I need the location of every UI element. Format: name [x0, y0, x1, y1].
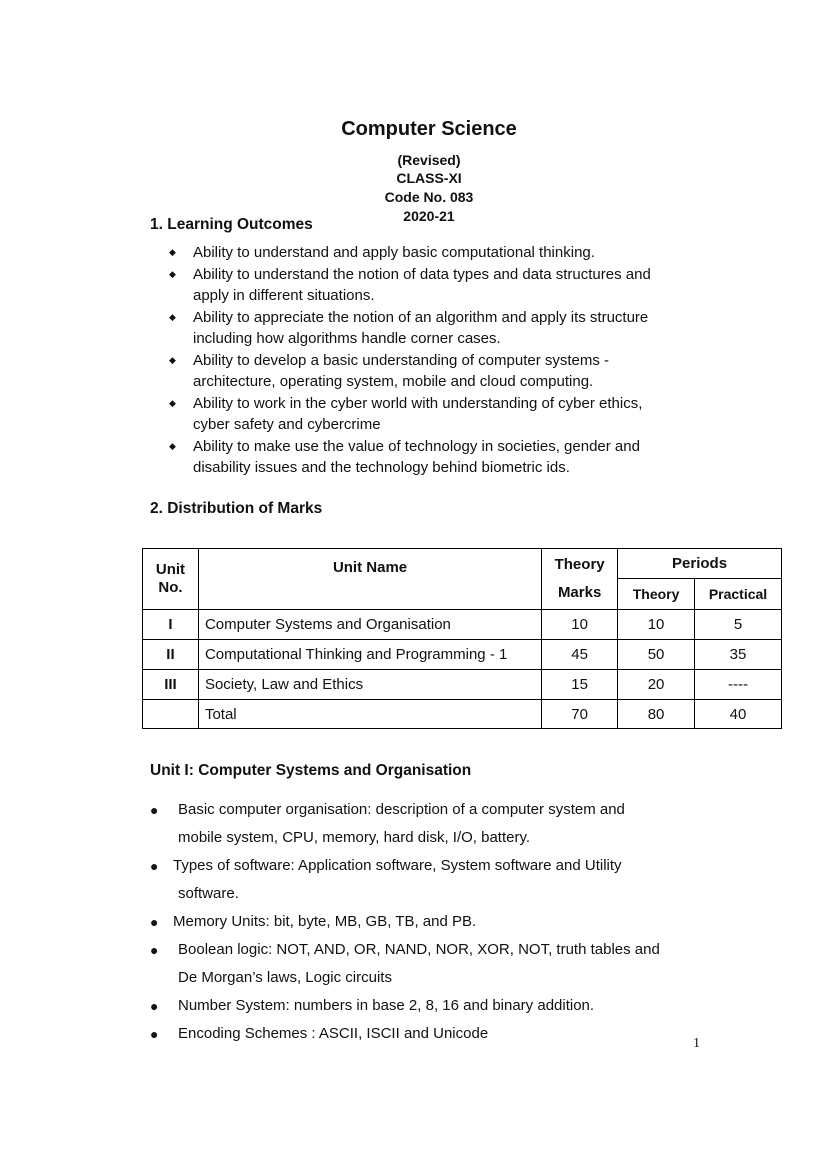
list-item: ◆ Ability to appreciate the notion of an algorithm and apply its structure including how algorithms handle corner cases. [169, 308, 649, 347]
header-theory-marks: Theory Marks [542, 549, 618, 610]
header-periods: Periods [618, 549, 782, 579]
code-label: Code No. 083 [384, 189, 474, 205]
bullet-icon: ● [150, 1026, 159, 1042]
list-item: ◆ Ability to develop a basic understanding of computer systems - architecture, operating system, mobile and cloud computing. [169, 351, 610, 390]
list-item: ◆ Ability to understand the notion of data types and data structures and apply in different situations. [169, 265, 651, 304]
table-total-row: Total 70 80 40 [143, 700, 782, 729]
learning-outcomes-heading: 1. Learning Outcomes [150, 216, 313, 233]
header-unit-no: Unit No. [143, 549, 199, 610]
list-item: ◆ Ability to understand and apply basic computational thinking. [165, 242, 725, 264]
list-item: ● Number System: numbers in base 2, 8, 16 and binary addition. [150, 992, 730, 1020]
year-label: 2020-21 [403, 208, 455, 224]
bullet-icon: ◆ [169, 397, 176, 408]
list-item: ◆ Ability to work in the cyber world with understanding of cyber ethics, cyber safety and cybercrime [169, 394, 643, 433]
unit1-list [150, 796, 730, 1048]
table-row: III Society, Law and Ethics 15 20 ---- [143, 670, 782, 700]
header-periods-theory: Theory [618, 579, 695, 610]
revised-label: (Revised) [397, 152, 461, 168]
bullet-icon: ● [150, 802, 159, 818]
list-item: ● Encoding Schemes : ASCII, ISCII and Unicode [150, 1020, 730, 1048]
bullet-icon: ◆ [169, 354, 176, 365]
page-number: 1 [693, 1036, 700, 1051]
bullet-icon: ● [150, 998, 159, 1014]
bullet-icon: ◆ [169, 268, 176, 279]
marks-table [142, 548, 782, 729]
bullet-icon: ● [150, 942, 159, 958]
table-header-row [143, 549, 782, 579]
bullet-icon: ◆ [169, 440, 176, 451]
table-row: I Computer Systems and Organisation 10 10 5 [143, 610, 782, 640]
list-item: ◆ Ability to make use the value of technology in societies, gender and disability issues and the technology behind biometric ids. [169, 437, 640, 476]
page-title: Computer Science [341, 118, 517, 140]
distribution-heading: 2. Distribution of Marks [150, 500, 323, 517]
class-label: CLASS-XI [396, 170, 462, 186]
bullet-icon: ● [150, 858, 159, 874]
learning-outcomes-list [165, 242, 725, 479]
bullet-icon: ◆ [169, 247, 176, 257]
list-item: ● Basic computer organisation: description of a computer system and mobile system, CPU, memory, hard disk, I/O, battery. [150, 796, 730, 852]
unit1-heading: Unit I: Computer Systems and Organisation [150, 762, 472, 779]
header-unit-name: Unit Name [198, 549, 541, 610]
list-item: ● Boolean logic: NOT, AND, OR, NAND, NOR, XOR, NOT, truth tables and De Morgan’s laws, Logic circuits [150, 936, 730, 992]
bullet-icon: ◆ [169, 311, 176, 322]
table-row: II Computational Thinking and Programming - 1 45 50 35 [143, 640, 782, 670]
list-item: ● Types of software: Application software, System software and Utility software. [150, 852, 730, 908]
bullet-icon: ● [150, 914, 159, 930]
list-item: ● Memory Units: bit, byte, MB, GB, TB, and PB. [150, 908, 730, 936]
header-periods-practical: Practical [695, 579, 782, 610]
